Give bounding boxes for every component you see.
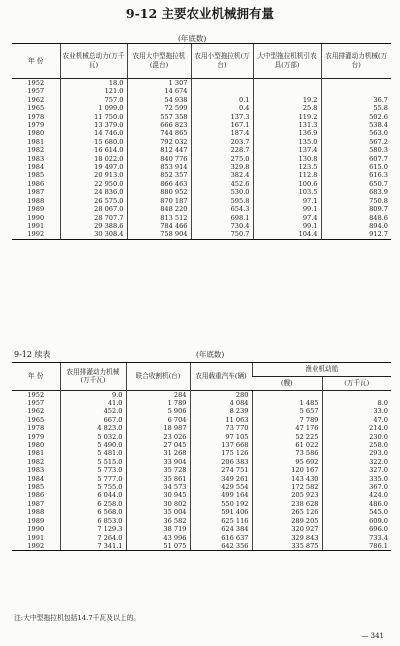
t2-value-cell: 18 987 — [126, 424, 190, 432]
t2-year-cell: 1987 — [27, 499, 45, 508]
t2-row — [12, 500, 391, 508]
t1-header-5: 农用排灌动力机械(万台) — [321, 44, 391, 79]
t1-value-cell: 538.4 — [321, 121, 391, 129]
t1-value-cell: 595.8 — [191, 197, 253, 205]
t2-value-cell: 8 239 — [190, 407, 252, 415]
t1-value-cell: 812 447 — [127, 146, 191, 154]
t1-value-cell: 131.3 — [253, 121, 321, 129]
t2-value-cell: 5 490.0 — [60, 441, 126, 449]
t1-year-cell: 1957 — [27, 87, 45, 96]
t2-value-cell: 786.1 — [322, 542, 391, 551]
t2-value-cell: 73 586 — [252, 449, 322, 457]
t1-value-cell: 607.7 — [321, 155, 391, 163]
t1-value-cell: 203.7 — [191, 138, 253, 146]
t1-row — [12, 138, 391, 146]
t2-value-cell — [322, 390, 391, 399]
t1-value-cell: 22 950.0 — [60, 180, 127, 188]
t1-value-cell — [321, 79, 391, 88]
t1-value-cell: 557 358 — [127, 113, 191, 121]
t2-value-cell: 5 777.0 — [60, 475, 126, 483]
t2-value-cell: 47 176 — [252, 424, 322, 432]
t1-value-cell: 123.5 — [253, 163, 321, 171]
t1-header-3: 农用小型拖拉机(万台) — [191, 44, 253, 79]
t1-value-cell: 530.0 — [191, 188, 253, 196]
t2-year-cell: 1991 — [27, 533, 45, 542]
t2-year-cell: 1989 — [27, 516, 45, 525]
t1-value-cell: 97.1 — [253, 197, 321, 205]
table2 — [12, 362, 391, 551]
t1-value-cell: 698.1 — [191, 214, 253, 222]
t2-value-cell: 6 704 — [126, 416, 190, 424]
t2-value-cell: 289 205 — [252, 517, 322, 525]
t1-value-cell: 784 466 — [127, 222, 191, 230]
t2-value-cell: 27 045 — [126, 441, 190, 449]
t1-row — [12, 104, 391, 112]
t2-value-cell: 6 258.0 — [60, 500, 126, 508]
t2-value-cell: 230.0 — [322, 433, 391, 441]
t2-value-cell: 43 996 — [126, 534, 190, 542]
t1-value-cell: 103.5 — [253, 188, 321, 196]
t2-year-cell: 1965 — [27, 415, 45, 424]
t1-year-cell: 1987 — [27, 188, 45, 197]
t2-value-cell: 34 573 — [126, 483, 190, 491]
t2-value-cell: 335.0 — [322, 475, 391, 483]
t2-value-cell: 172 582 — [252, 483, 322, 491]
t2-row — [12, 441, 391, 449]
t1-value-cell: 894.0 — [321, 222, 391, 230]
t2-value-cell: 8.0 — [322, 399, 391, 407]
t1-value-cell: 650.7 — [321, 180, 391, 188]
t2-value-cell: 61 022 — [252, 441, 322, 449]
t1-value-cell: 744 865 — [127, 129, 191, 137]
t2-row — [12, 491, 391, 499]
t1-value-cell: 452.6 — [191, 180, 253, 188]
t2-value-cell: 499 164 — [190, 491, 252, 499]
t1-value-cell: 13 379.0 — [60, 121, 127, 129]
t2-year-cell: 1957 — [27, 399, 45, 407]
t1-value-cell: 853 914 — [127, 163, 191, 171]
t1-year-cell: 1989 — [27, 205, 45, 214]
t2-value-cell: 4 084 — [190, 399, 252, 407]
t2-row — [12, 475, 391, 483]
t1-value-cell: 615.0 — [321, 163, 391, 171]
t1-value-cell: 809.7 — [321, 205, 391, 213]
t1-row — [12, 222, 391, 230]
t2-year-cell: 1990 — [27, 525, 45, 534]
t2-value-cell: 624 384 — [190, 525, 252, 533]
t2-value-cell: 47.0 — [322, 416, 391, 424]
t1-value-cell: 840 776 — [127, 155, 191, 163]
t2-row — [12, 399, 391, 407]
t1-header-4: 大中型拖拉机机引农具(万部) — [253, 44, 321, 79]
t2-value-cell: 23 026 — [126, 433, 190, 441]
t1-value-cell: 616.3 — [321, 171, 391, 179]
page-title: 9-12 主要农业机械拥有量 — [125, 6, 275, 21]
t2-value-cell: 6 568.0 — [60, 508, 126, 516]
t2-value-cell: 274 751 — [190, 466, 252, 474]
t1-value-cell: 1 099.0 — [60, 104, 127, 112]
t1-value-cell: 28 707.7 — [60, 214, 127, 222]
t1-value-cell: 275.0 — [191, 155, 253, 163]
t1-header-1: 农业机械总动力(万千瓦) — [60, 44, 127, 79]
t1-value-cell: 792 032 — [127, 138, 191, 146]
t2-value-cell: 11 063 — [190, 416, 252, 424]
t2-value-cell: 696.0 — [322, 525, 391, 533]
t2-value-cell: 5 481.0 — [60, 449, 126, 457]
t2-value-cell: 9.0 — [60, 390, 126, 399]
t2-value-cell: 5 032.0 — [60, 433, 126, 441]
t2-value-cell: 609.0 — [322, 517, 391, 525]
t1-value-cell: 11 750.0 — [60, 113, 127, 121]
t2-value-cell: 284 — [126, 390, 190, 399]
t2-value-cell — [252, 390, 322, 399]
t1-value-cell: 112.8 — [253, 171, 321, 179]
t1-value-cell: 567.2 — [321, 138, 391, 146]
t2-value-cell: 424.0 — [322, 491, 391, 499]
t1-value-cell: 121.0 — [60, 87, 127, 95]
table2-label: 9-12 续表 — [14, 350, 51, 359]
t1-row — [12, 188, 391, 196]
t2-value-cell: 7 129.3 — [60, 525, 126, 533]
t1-value-cell: 382.4 — [191, 171, 253, 179]
t2-year-cell: 1979 — [27, 432, 45, 441]
t2-row — [12, 424, 391, 432]
t2-value-cell: 7 789 — [252, 416, 322, 424]
t1-value-cell: 55.8 — [321, 104, 391, 112]
t2-header-boats-count: (艘) — [252, 376, 322, 390]
t2-value-cell: 143 430 — [252, 475, 322, 483]
t2-year-cell: 1980 — [27, 441, 45, 450]
t1-year-cell: 1990 — [27, 213, 45, 222]
t1-value-cell: 30 308.4 — [60, 230, 127, 239]
t1-value-cell: 119.2 — [253, 113, 321, 121]
t1-value-cell: 852 357 — [127, 171, 191, 179]
t2-value-cell: 429 554 — [190, 483, 252, 491]
t2-value-cell: 5 773.0 — [60, 466, 126, 474]
t2-row — [12, 508, 391, 516]
table1 — [12, 43, 391, 240]
t2-value-cell: 33 904 — [126, 458, 190, 466]
t2-value-cell: 642 356 — [190, 542, 252, 551]
t2-row — [12, 433, 391, 441]
t2-row — [12, 483, 391, 491]
t1-value-cell — [321, 87, 391, 95]
table2-unit: (年底数) — [196, 350, 225, 359]
t1-value-cell: 654.3 — [191, 205, 253, 213]
t1-value-cell: 757.0 — [60, 96, 127, 104]
t1-value-cell: 130.8 — [253, 155, 321, 163]
t1-value-cell: 137.4 — [253, 146, 321, 154]
t1-value-cell: 1 307 — [127, 79, 191, 88]
t1-row — [12, 171, 391, 179]
t1-row — [12, 180, 391, 188]
t1-year-cell: 1981 — [27, 137, 45, 146]
t1-year-cell: 1982 — [27, 146, 45, 155]
t2-row — [12, 517, 391, 525]
t2-header-trucks: 农用载重汽车(辆) — [190, 363, 252, 391]
t1-value-cell: 813 512 — [127, 214, 191, 222]
t1-year-cell: 1991 — [27, 221, 45, 230]
t1-value-cell: 0.1 — [191, 96, 253, 104]
t1-value-cell: 104.4 — [253, 230, 321, 239]
t2-value-cell: 322.0 — [322, 458, 391, 466]
t1-value-cell: 135.0 — [253, 138, 321, 146]
t2-row — [12, 542, 391, 551]
t1-row — [12, 205, 391, 213]
t1-row — [12, 129, 391, 137]
t1-value-cell — [191, 87, 253, 95]
t1-value-cell: 14 746.0 — [60, 129, 127, 137]
t2-year-cell: 1984 — [27, 474, 45, 483]
t1-value-cell: 0.4 — [191, 104, 253, 112]
t1-value-cell: 36.7 — [321, 96, 391, 104]
t2-value-cell: 31 268 — [126, 449, 190, 457]
t2-row — [12, 390, 391, 399]
t2-value-cell: 367.0 — [322, 483, 391, 491]
t2-row — [12, 449, 391, 457]
t2-row — [12, 458, 391, 466]
t1-value-cell: 24 836.0 — [60, 188, 127, 196]
t2-year-cell: 1982 — [27, 457, 45, 466]
t1-value-cell: 18 022.0 — [60, 155, 127, 163]
t1-value-cell: 848 220 — [127, 205, 191, 213]
t2-value-cell: 733.4 — [322, 534, 391, 542]
t2-row — [12, 466, 391, 474]
t1-row — [12, 163, 391, 171]
t2-value-cell: 35 004 — [126, 508, 190, 516]
page-number: — 341 — [361, 632, 384, 640]
t1-year-cell: 1965 — [27, 104, 45, 113]
table1-unit: (年底数) — [178, 34, 207, 43]
t1-value-cell: 15 680.0 — [60, 138, 127, 146]
t2-year-cell: 1962 — [27, 407, 45, 416]
t1-value-cell: 683.9 — [321, 188, 391, 196]
t2-row — [12, 534, 391, 542]
t1-row — [12, 121, 391, 129]
t2-value-cell: 35 728 — [126, 466, 190, 474]
t2-value-cell: 6 853.0 — [60, 517, 126, 525]
t1-value-cell: 666 823 — [127, 121, 191, 129]
t2-value-cell: 30 945 — [126, 491, 190, 499]
t2-year-cell: 1978 — [27, 424, 45, 433]
t2-header-year: 年 份 — [12, 363, 60, 391]
t1-value-cell: 329.8 — [191, 163, 253, 171]
t1-year-cell: 1984 — [27, 163, 45, 172]
t2-value-cell: 36 582 — [126, 517, 190, 525]
t1-value-cell: 99.1 — [253, 205, 321, 213]
t2-value-cell: 327.0 — [322, 466, 391, 474]
t2-value-cell: 486.0 — [322, 500, 391, 508]
t2-value-cell: 265 126 — [252, 508, 322, 516]
t2-value-cell: 7 264.0 — [60, 534, 126, 542]
t1-value-cell: 99.1 — [253, 222, 321, 230]
t2-value-cell: 452.0 — [60, 407, 126, 415]
t1-header-2: 农用大中型拖拉机(混台) — [127, 44, 191, 79]
t2-value-cell: 214.0 — [322, 424, 391, 432]
t2-header-harvesters: 联合收割机(台) — [126, 363, 190, 391]
t2-year-cell: 1952 — [27, 390, 45, 399]
t2-header-irrigation-kw: 农用排灌动力机械(万千瓦) — [60, 363, 126, 391]
t2-value-cell: 238 628 — [252, 500, 322, 508]
t1-value-cell: 730.4 — [191, 222, 253, 230]
t2-row — [12, 416, 391, 424]
t1-value-cell: 750.7 — [191, 230, 253, 239]
t1-value-cell: 26 575.0 — [60, 197, 127, 205]
t2-value-cell: 30 802 — [126, 500, 190, 508]
t2-year-cell: 1992 — [12, 542, 60, 551]
t2-value-cell: 205 923 — [252, 491, 322, 499]
t1-value-cell: 16 614.0 — [60, 146, 127, 154]
t1-value-cell: 28 067.0 — [60, 205, 127, 213]
t1-year-cell: 1979 — [27, 121, 45, 130]
t1-row — [12, 155, 391, 163]
t1-value-cell: 580.3 — [321, 146, 391, 154]
t1-value-cell: 136.9 — [253, 129, 321, 137]
t1-row — [12, 79, 391, 88]
t1-value-cell: 866 463 — [127, 180, 191, 188]
t2-year-cell: 1985 — [27, 483, 45, 492]
t2-value-cell: 120 167 — [252, 466, 322, 474]
t2-value-cell: 7 341.1 — [60, 542, 126, 551]
t1-value-cell: 18.0 — [60, 79, 127, 88]
t1-row — [12, 230, 391, 239]
t2-value-cell: 5 906 — [126, 407, 190, 415]
t1-value-cell: 870 187 — [127, 197, 191, 205]
t2-value-cell: 38 719 — [126, 525, 190, 533]
t2-value-cell: 293.0 — [322, 449, 391, 457]
t2-year-cell: 1981 — [27, 449, 45, 458]
t2-value-cell: 73 770 — [190, 424, 252, 432]
t1-value-cell: 848.6 — [321, 214, 391, 222]
t1-value-cell — [253, 87, 321, 95]
t2-value-cell: 320 927 — [252, 525, 322, 533]
t1-row — [12, 146, 391, 154]
t2-row — [12, 525, 391, 533]
t1-year-cell: 1978 — [27, 112, 45, 121]
t1-value-cell — [253, 79, 321, 88]
t2-value-cell: 1 789 — [126, 399, 190, 407]
t2-year-cell: 1988 — [27, 508, 45, 517]
t2-header-boats-kw: (万千瓦) — [322, 376, 391, 390]
t1-value-cell: 912.7 — [321, 230, 391, 239]
t1-value-cell: 19.2 — [253, 96, 321, 104]
t1-value-cell: 100.6 — [253, 180, 321, 188]
t2-header-fishing-boats: 渔业机动船 — [252, 363, 391, 377]
t1-row — [12, 197, 391, 205]
t2-value-cell: 1 485 — [252, 399, 322, 407]
t1-year-cell: 1986 — [27, 179, 45, 188]
t1-year-cell: 1992 — [12, 230, 60, 239]
t1-row — [12, 87, 391, 95]
t1-value-cell: 758 904 — [127, 230, 191, 239]
t2-value-cell: 280 — [190, 390, 252, 399]
t2-value-cell: 41.0 — [60, 399, 126, 407]
t1-value-cell: 563.0 — [321, 129, 391, 137]
t2-value-cell: 329 843 — [252, 534, 322, 542]
t1-row — [12, 96, 391, 104]
t2-value-cell: 349 261 — [190, 475, 252, 483]
t1-value-cell: 137.3 — [191, 113, 253, 121]
t2-value-cell: 206 383 — [190, 458, 252, 466]
t2-value-cell: 5 515.0 — [60, 458, 126, 466]
t1-header-0: 年 份 — [12, 44, 60, 79]
t2-value-cell: 550 192 — [190, 500, 252, 508]
t2-value-cell: 52 225 — [252, 433, 322, 441]
t2-value-cell: 33.0 — [322, 407, 391, 415]
t1-value-cell: 54 938 — [127, 96, 191, 104]
t2-value-cell: 175 126 — [190, 449, 252, 457]
t2-value-cell: 591 406 — [190, 508, 252, 516]
t2-value-cell: 4 823.0 — [60, 424, 126, 432]
t1-row — [12, 113, 391, 121]
t2-value-cell: 625 116 — [190, 517, 252, 525]
t1-year-cell: 1980 — [27, 129, 45, 138]
t1-value-cell: 167.1 — [191, 121, 253, 129]
t1-year-cell: 1985 — [27, 171, 45, 180]
t2-year-cell: 1986 — [27, 491, 45, 500]
t2-value-cell: 5 657 — [252, 407, 322, 415]
t2-value-cell: 137 668 — [190, 441, 252, 449]
t1-year-cell: 1988 — [27, 196, 45, 205]
t1-year-cell: 1983 — [27, 154, 45, 163]
t2-value-cell: 6 044.0 — [60, 491, 126, 499]
t1-value-cell: 20 913.0 — [60, 171, 127, 179]
t1-value-cell: 880 952 — [127, 188, 191, 196]
t1-value-cell: 72 599 — [127, 104, 191, 112]
t1-year-cell: 1952 — [27, 79, 45, 87]
footnote: 注:大中型拖拉机包括14.7千瓦及以上的。 — [14, 614, 141, 622]
t2-value-cell: 95 692 — [252, 458, 322, 466]
t1-value-cell: 29 388.6 — [60, 222, 127, 230]
t1-value-cell: 14 674 — [127, 87, 191, 95]
t1-value-cell: 25.8 — [253, 104, 321, 112]
t1-value-cell: 19 497.0 — [60, 163, 127, 171]
t1-value-cell: 187.4 — [191, 129, 253, 137]
t2-value-cell: 35 861 — [126, 475, 190, 483]
t2-value-cell: 616 637 — [190, 534, 252, 542]
t2-row — [12, 407, 391, 415]
t1-year-cell: 1962 — [27, 95, 45, 104]
t2-value-cell: 335 875 — [252, 542, 322, 551]
t2-value-cell: 51 075 — [126, 542, 190, 551]
t1-value-cell: 228.7 — [191, 146, 253, 154]
t2-value-cell: 97 105 — [190, 433, 252, 441]
t1-value-cell: 97.4 — [253, 214, 321, 222]
t2-value-cell: 5 755.0 — [60, 483, 126, 491]
t1-value-cell: 502.6 — [321, 113, 391, 121]
t2-value-cell: 667.0 — [60, 416, 126, 424]
t2-value-cell: 545.0 — [322, 508, 391, 516]
t2-value-cell: 258.0 — [322, 441, 391, 449]
t1-value-cell: 750.8 — [321, 197, 391, 205]
t1-row — [12, 214, 391, 222]
t1-value-cell — [191, 79, 253, 88]
t2-year-cell: 1983 — [27, 466, 45, 475]
